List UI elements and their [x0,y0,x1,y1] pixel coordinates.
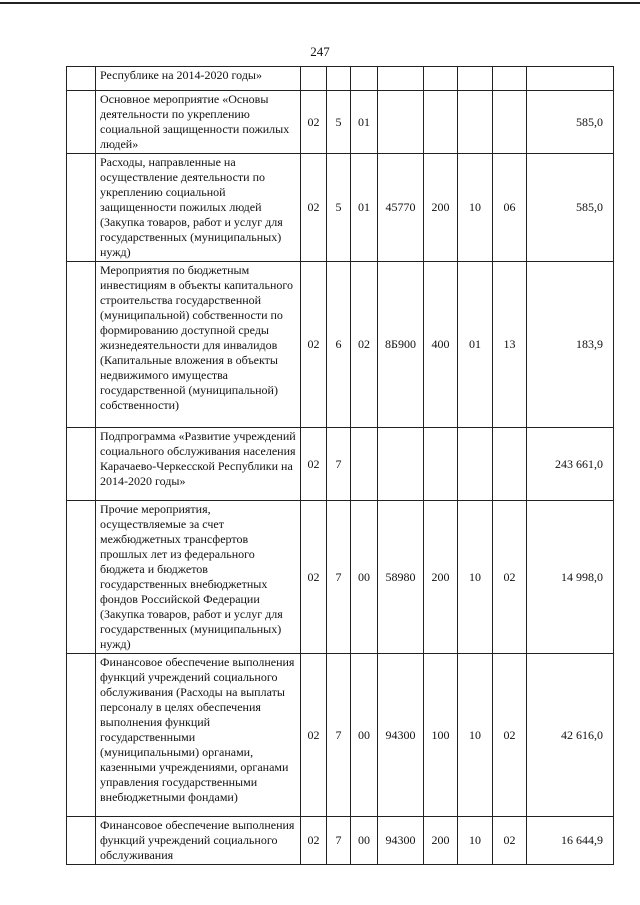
program-cell: 7 [327,817,351,865]
subsection-cell: 13 [493,262,527,428]
table-row [67,154,614,262]
amount-cell: 42 616,0 [527,654,614,817]
program-cell [327,67,351,91]
section-cell: 02 [301,91,327,154]
section-cell: 02 [301,428,327,501]
table-row [67,817,614,865]
direction-cell [378,67,424,91]
amount-cell: 585,0 [527,154,614,262]
chapter-cell: 01 [458,262,493,428]
program-cell: 7 [327,654,351,817]
page-number: 247 [310,44,330,59]
chapter-cell: 10 [458,501,493,654]
page-top-border [0,2,640,4]
amount-cell: 183,9 [527,262,614,428]
subsection-cell [493,428,527,501]
program-cell: 6 [327,262,351,428]
amount-cell: 585,0 [527,91,614,154]
row-number-cell [67,817,96,865]
subsection-cell: 06 [493,154,527,262]
program-cell: 5 [327,91,351,154]
row-number-cell [67,154,96,262]
table-row [67,262,614,428]
subsection-cell [493,67,527,91]
subprogram-cell: 02 [351,262,378,428]
subprogram-cell: 00 [351,501,378,654]
section-cell: 02 [301,262,327,428]
description-cell: Республике на 2014-2020 годы» [96,67,301,91]
expense-type-cell [424,428,458,501]
amount-cell: 16 644,9 [527,817,614,865]
program-cell: 5 [327,154,351,262]
table-row [67,501,614,654]
subsection-cell: 02 [493,501,527,654]
amount-cell: 14 998,0 [527,501,614,654]
subprogram-cell: 00 [351,817,378,865]
table-row [67,654,614,817]
direction-cell: 94300 [378,817,424,865]
description-cell: Финансовое обеспечение выполнения функций учреждений социального обслуживания (Расходы на выплаты персоналу в целях обеспечения выполнения функций государственными (муниципальными) органами, казенными учреждениями, органами управления государственными внебюджетными фондами) [96,654,301,817]
description-cell: Подпрограмма «Развитие учреждений социального обслуживания населения Карачаево-Черкесской Республики на 2014-2020 годы» [96,428,301,501]
subsection-cell: 02 [493,817,527,865]
amount-cell: 243 661,0 [527,428,614,501]
amount-cell [527,67,614,91]
table-row [67,91,614,154]
row-number-cell [67,67,96,91]
chapter-cell: 10 [458,817,493,865]
program-cell: 7 [327,501,351,654]
expense-type-cell: 400 [424,262,458,428]
chapter-cell: 10 [458,154,493,262]
description-cell: Прочие мероприятия, осуществляемые за счет межбюджетных трансфертов прошлых лет из федерального бюджета и бюджетов государственных внебюджетных фондов Российской Федерации (Закупка товаров, работ и услуг для государственных (муниципальных) нужд) [96,501,301,654]
table-row [67,67,614,91]
section-cell: 02 [301,654,327,817]
chapter-cell [458,428,493,501]
description-cell: Основное мероприятие «Основы деятельности по укреплению социальной защищенности пожилых людей» [96,91,301,154]
description-cell: Финансовое обеспечение выполнения функций учреждений социального обслуживания [96,817,301,865]
section-cell: 02 [301,154,327,262]
row-number-cell [67,501,96,654]
expense-type-cell [424,91,458,154]
program-cell: 7 [327,428,351,501]
subsection-cell [493,91,527,154]
expense-type-cell: 100 [424,654,458,817]
direction-cell [378,91,424,154]
subprogram-cell: 01 [351,91,378,154]
direction-cell: 8Б900 [378,262,424,428]
subprogram-cell: 00 [351,654,378,817]
description-cell: Расходы, направленные на осуществление деятельности по укреплению социальной защищенности пожилых людей (Закупка товаров, работ и услуг для государственных (муниципальных) нужд) [96,154,301,262]
section-cell [301,67,327,91]
direction-cell: 94300 [378,654,424,817]
chapter-cell [458,91,493,154]
subsection-cell: 02 [493,654,527,817]
subprogram-cell [351,428,378,501]
table-row [67,428,614,501]
direction-cell: 58980 [378,501,424,654]
expense-type-cell: 200 [424,817,458,865]
direction-cell [378,428,424,501]
row-number-cell [67,91,96,154]
expense-type-cell: 200 [424,154,458,262]
expense-type-cell: 200 [424,501,458,654]
chapter-cell [458,67,493,91]
row-number-cell [67,654,96,817]
chapter-cell: 10 [458,654,493,817]
row-number-cell [67,428,96,501]
subprogram-cell [351,67,378,91]
budget-table [66,66,614,865]
expense-type-cell [424,67,458,91]
section-cell: 02 [301,817,327,865]
row-number-cell [67,262,96,428]
subprogram-cell: 01 [351,154,378,262]
description-cell: Мероприятия по бюджетным инвестициям в объекты капитального строительства государственной (муниципальной) собственности по формированию доступной среды жизнедеятельности для инвалидов (Капитальные вложения в объекты недвижимого имущества государственной (муниципальной) собственности) [96,262,301,428]
direction-cell: 45770 [378,154,424,262]
section-cell: 02 [301,501,327,654]
